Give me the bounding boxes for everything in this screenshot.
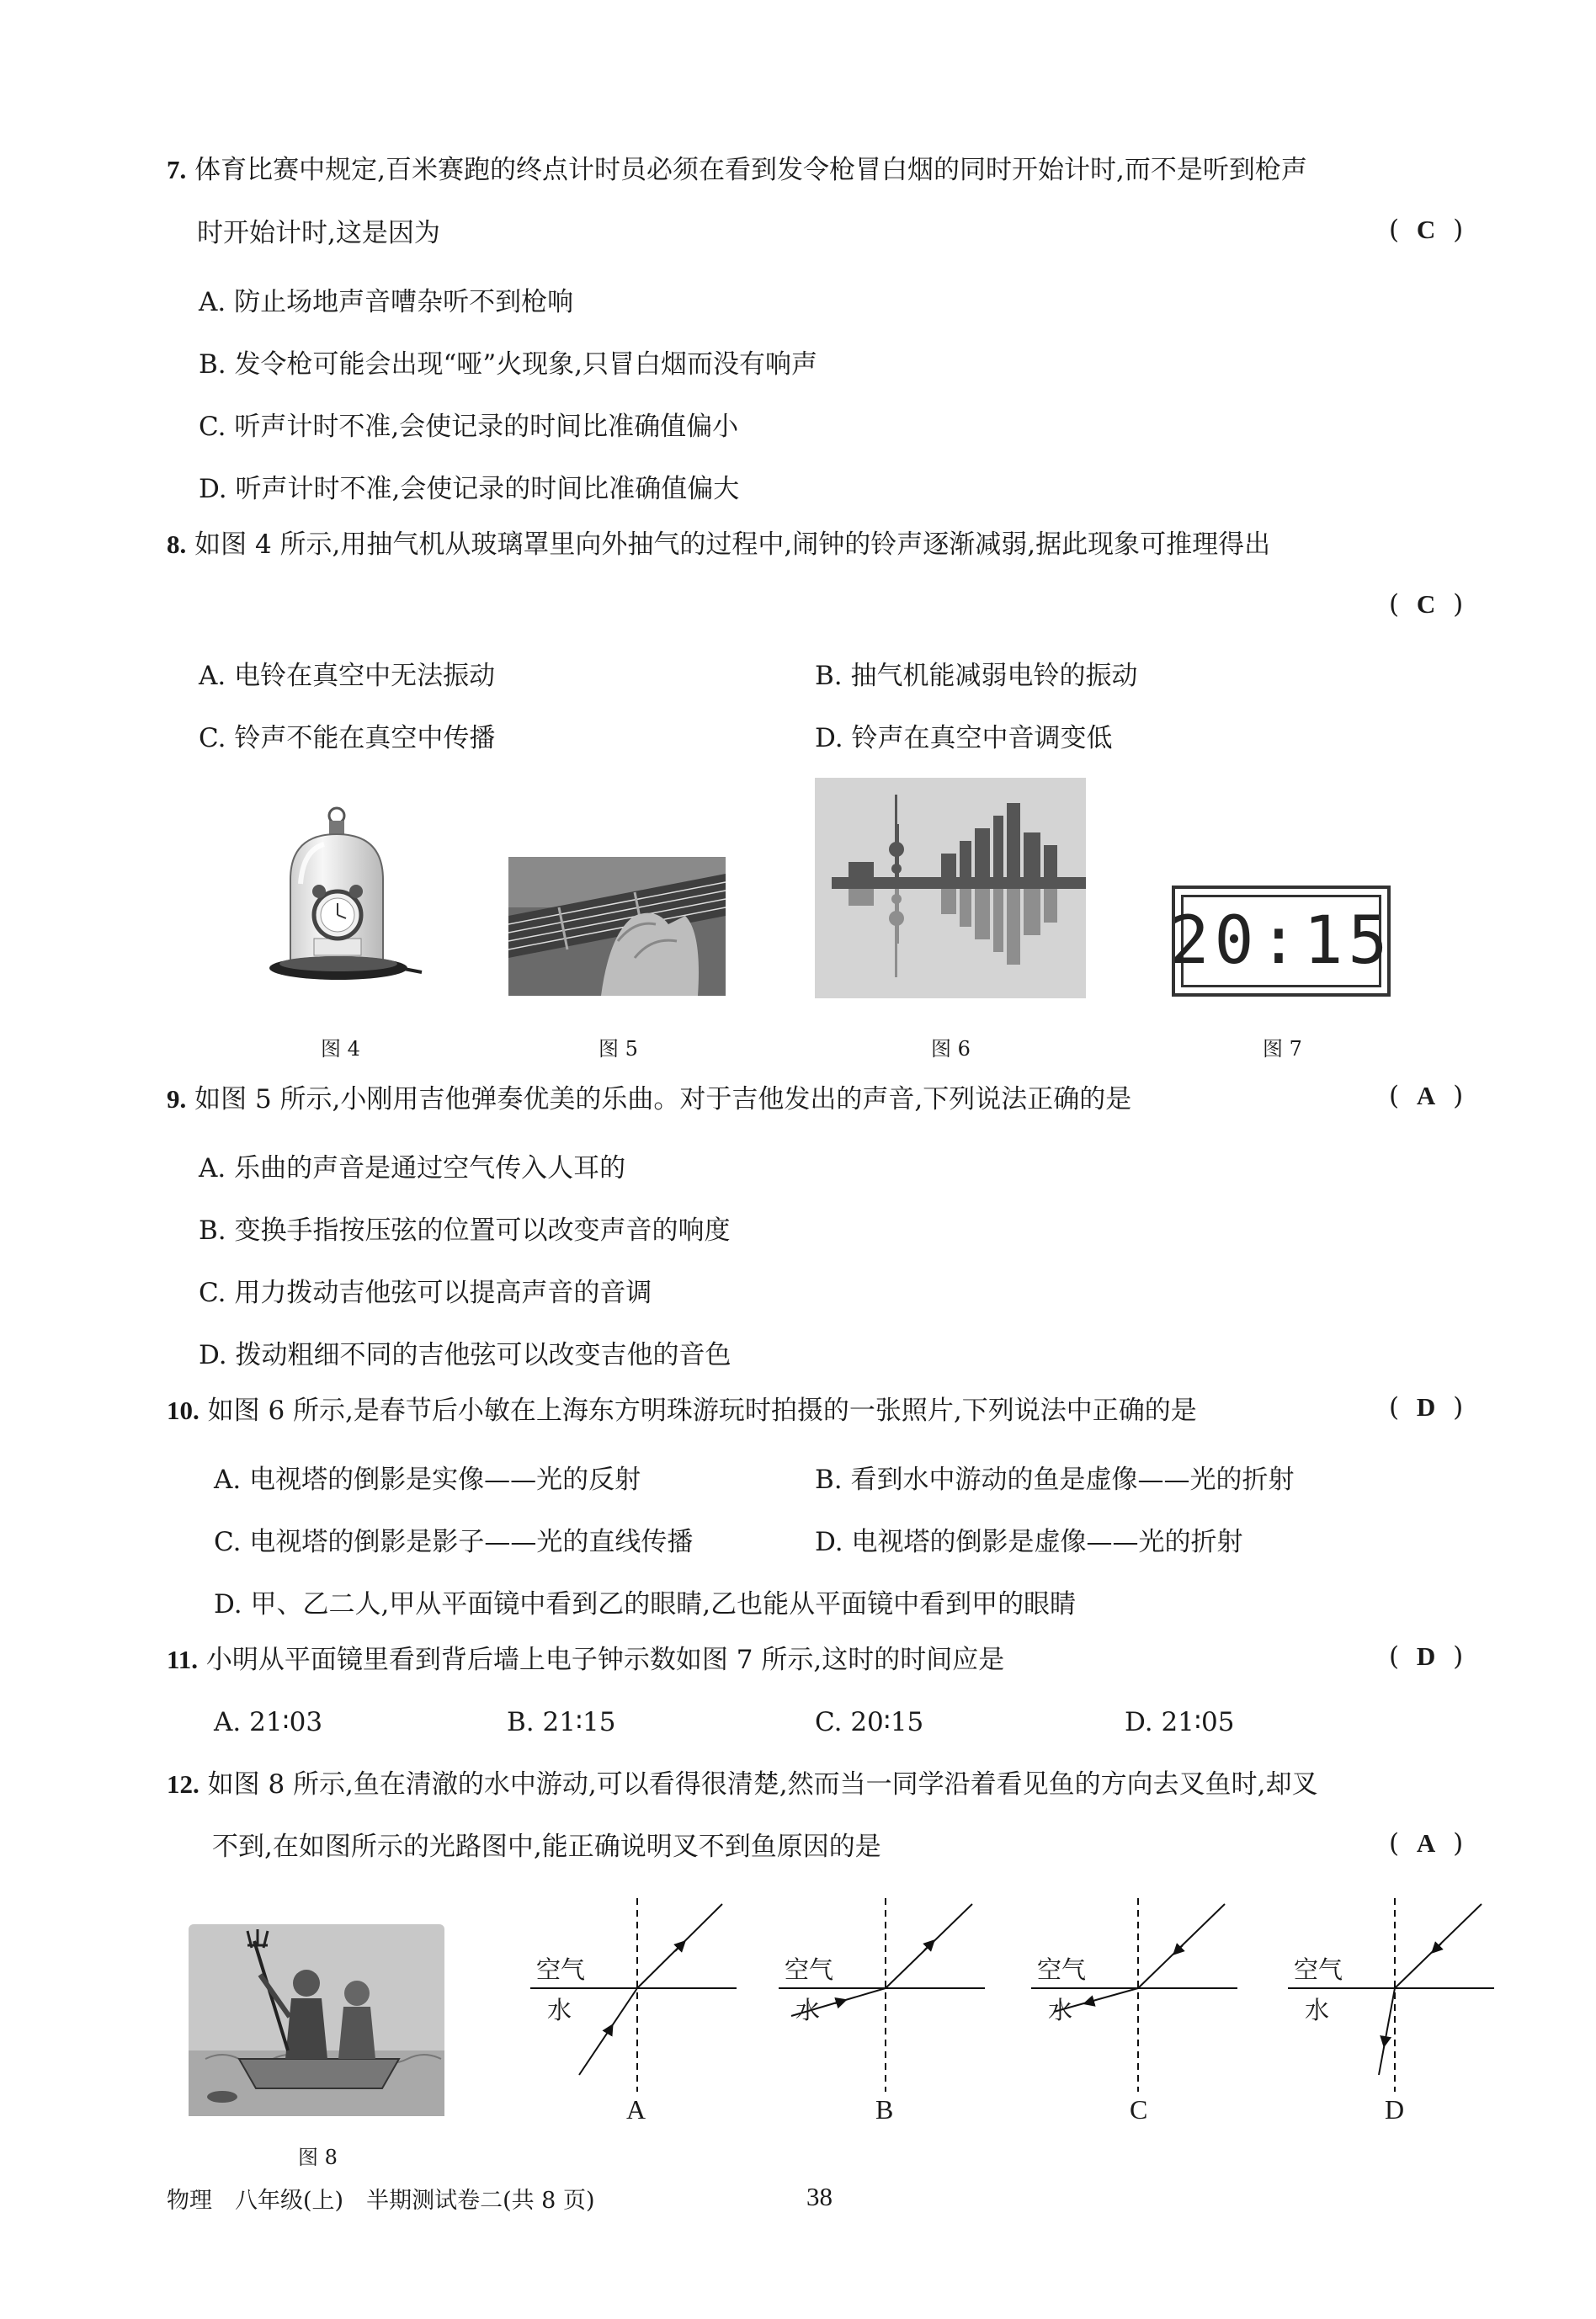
diagram-d-water-label: 水	[1305, 1996, 1330, 2024]
guitar-photo-image	[508, 857, 726, 996]
q8-option-a: A. 电铃在真空中无法振动	[199, 661, 496, 691]
fisherman-spearing-fish-image	[189, 1924, 444, 2116]
q11-answer: ( D )	[1389, 1641, 1464, 1672]
figure-6-caption: 图 6	[931, 1037, 971, 1061]
q8-option-d: D. 铃声在真空中音调变低	[815, 723, 1113, 753]
diagram-b-label: B	[875, 2094, 894, 2125]
q11-number: 11.	[167, 1645, 199, 1674]
q7-stem: 体育比赛中规定,百米赛跑的终点计时员必须在看到发令枪冒白烟的同时开始计时,而不是听到枪声	[194, 155, 1307, 185]
diagram-c-label: C	[1130, 2094, 1148, 2125]
q7-option-c: C. 听声计时不准,会使记录的时间比准确值偏小	[199, 412, 739, 442]
q7-option-a: A. 防止场地声音嘈杂听不到枪响	[199, 287, 574, 317]
q8-answer: ( C )	[1389, 589, 1464, 620]
q8-option-b: B. 抽气机能减弱电铃的振动	[815, 661, 1138, 691]
diagram-d-label: D	[1385, 2094, 1405, 2125]
diagram-d-air-label: 空气	[1294, 1955, 1343, 1984]
oriental-pearl-tower-photo-image	[815, 778, 1086, 998]
refraction-diagrams	[522, 1894, 1515, 2138]
q12-line1	[167, 1766, 1317, 1803]
q10-option-extra: D. 甲、乙二人,甲从平面镜中看到乙的眼睛,乙也能从平面镜中看到甲的眼睛	[214, 1589, 1077, 1620]
q11-option-b: B. 21∶15	[507, 1707, 616, 1737]
diagram-b-water-label: 水	[795, 1996, 821, 2024]
q12-number: 12.	[167, 1769, 200, 1799]
q10-answer: ( D )	[1389, 1392, 1464, 1423]
q11-option-a: A. 21∶03	[214, 1707, 323, 1737]
q9-stem: 如图 5 所示,小刚用吉他弹奏优美的乐曲。对于吉他发出的声音,下列说法正确的是	[194, 1084, 1132, 1114]
q7-line1	[167, 152, 1307, 189]
q11-option-d: D. 21∶05	[1125, 1707, 1235, 1737]
q8-stem: 如图 4 所示,用抽气机从玻璃罩里向外抽气的过程中,闹钟的铃声逐渐减弱,据此现象可推理得出	[194, 529, 1271, 560]
q11-line1	[167, 1641, 1004, 1678]
q8-option-c: C. 铃声不能在真空中传播	[199, 723, 496, 753]
q10-stem: 如图 6 所示,是春节后小敏在上海东方明珠游玩时拍摄的一张照片,下列说法中正确的是	[207, 1396, 1197, 1426]
diagram-c-air-label: 空气	[1037, 1955, 1087, 1984]
clock-readout: 20:15	[1169, 903, 1393, 979]
q10-option-c: C. 电视塔的倒影是影子——光的直线传播	[214, 1527, 694, 1557]
q7-option-b: B. 发令枪可能会出现“哑”火现象,只冒白烟而没有响声	[199, 349, 818, 380]
q9-option-a: A. 乐曲的声音是通过空气传入人耳的	[199, 1153, 626, 1183]
q9-option-c: C. 用力拨动吉他弦可以提高声音的音调	[199, 1278, 652, 1308]
q11-answer-letter: D	[1416, 1641, 1436, 1671]
q10-option-d: D. 电视塔的倒影是虚像——光的折射	[815, 1527, 1243, 1557]
figure-5-caption: 图 5	[598, 1037, 638, 1061]
q8-number: 8.	[167, 529, 187, 559]
q9-line1	[167, 1081, 1131, 1118]
figure-7-caption: 图 7	[1263, 1037, 1302, 1061]
q11-stem: 小明从平面镜里看到背后墙上电子钟示数如图 7 所示,这时的时间应是	[205, 1645, 1005, 1675]
q7-answer-letter: C	[1416, 215, 1436, 244]
q7-answer: ( C )	[1389, 215, 1464, 245]
diagram-a-air-label: 空气	[536, 1955, 586, 1984]
diagram-a-label: A	[626, 2094, 646, 2125]
q8-answer-letter: C	[1416, 589, 1436, 619]
q9-option-b: B. 变换手指按压弦的位置可以改变声音的响度	[199, 1215, 731, 1246]
q12-answer: ( A )	[1389, 1828, 1464, 1859]
q10-option-b: B. 看到水中游动的鱼是虚像——光的折射	[815, 1465, 1295, 1495]
q10-number: 10.	[167, 1396, 200, 1425]
digital-clock-display	[1169, 895, 1393, 987]
diagram-c-water-label: 水	[1048, 1996, 1073, 2024]
q10-option-a: A. 电视塔的倒影是实像——光的反射	[214, 1465, 641, 1495]
q9-number: 9.	[167, 1084, 187, 1114]
page-number: 38	[806, 2182, 833, 2211]
q11-option-c: C. 20∶15	[815, 1707, 924, 1737]
digital-clock-frame	[1169, 886, 1393, 997]
q12-stem: 如图 8 所示,鱼在清澈的水中游动,可以看得很清楚,然而当一同学沿着看见鱼的方向去叉鱼时,却叉	[207, 1769, 1318, 1800]
q9-answer-letter: A	[1416, 1081, 1436, 1110]
q9-answer: ( A )	[1389, 1081, 1464, 1111]
q12-answer-letter: A	[1416, 1828, 1436, 1858]
figure-4-caption: 图 4	[321, 1037, 360, 1061]
q9-option-d: D. 拨动粗细不同的吉他弦可以改变吉他的音色	[199, 1340, 732, 1370]
q12-stem-line2: 不到,在如图所示的光路图中,能正确说明叉不到鱼原因的是	[212, 1832, 881, 1862]
q7-number: 7.	[167, 155, 187, 184]
diagram-b-air-label: 空气	[785, 1955, 834, 1984]
page-footer: 物理 八年级(上) 半期测试卷二(共 8 页)	[167, 2188, 595, 2214]
q8-line1	[167, 526, 1270, 563]
diagram-a-water-label: 水	[547, 1996, 572, 2024]
q10-line1	[167, 1392, 1197, 1429]
q7-option-d: D. 听声计时不准,会使记录的时间比准确值偏大	[199, 474, 740, 504]
q10-answer-letter: D	[1416, 1392, 1436, 1422]
bell-jar-clock-image	[257, 804, 425, 993]
q7-stem-line2: 时开始计时,这是因为	[197, 218, 440, 248]
figure-8-caption: 图 8	[298, 2146, 338, 2169]
